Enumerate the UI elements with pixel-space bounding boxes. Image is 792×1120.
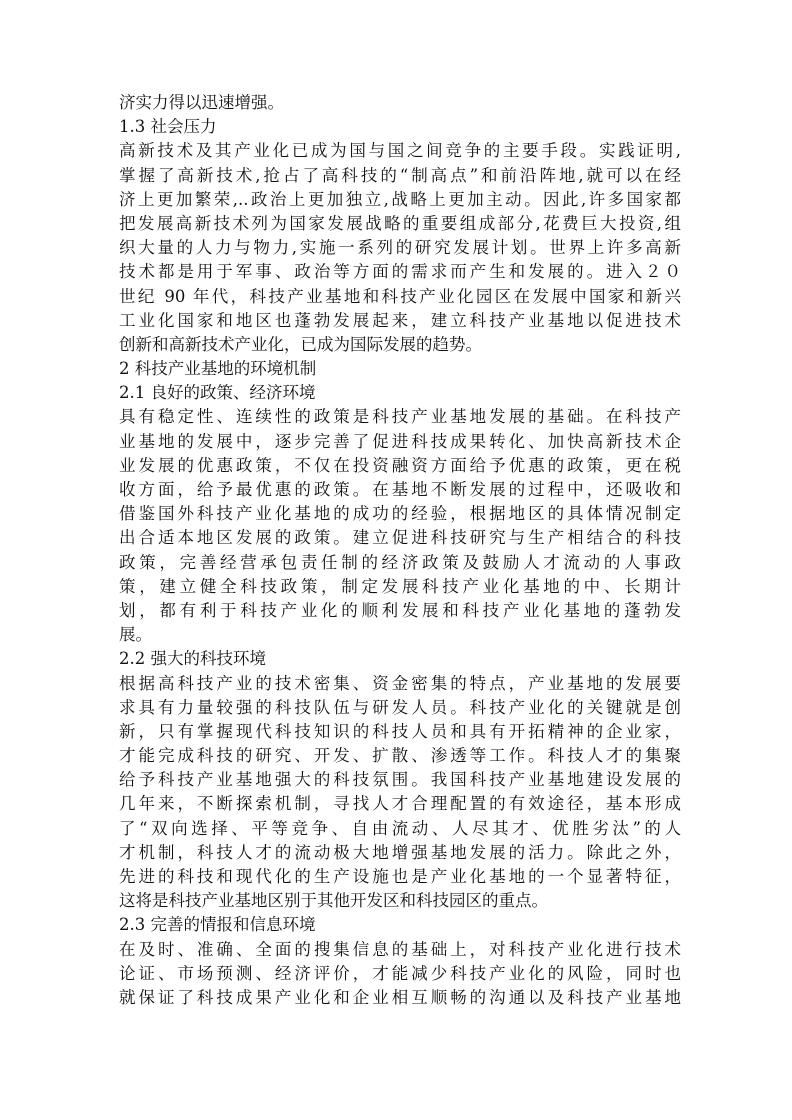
text-line: 求具有力量较强的科技队伍与研发人员。科技产业化的关键就是创 <box>119 697 681 717</box>
section-heading: 2.1 良好的政策、经济环境 <box>119 383 316 403</box>
section-heading: 2.3 完善的情报和信息环境 <box>119 915 316 935</box>
paragraph <box>119 405 681 647</box>
text-line: 在及时、准确、全面的搜集信息的基础上，对科技产业化进行技术 <box>119 939 681 959</box>
text-line: 业基地的发展中，逐步完善了促进科技成果转化、加快高新技术企 <box>119 431 681 451</box>
text-line: 工业化国家和地区也蓬勃发展起来，建立科技产业基地以促进技术 <box>119 310 681 330</box>
text-line: 借鉴国外科技产业化基地的成功的经验，根据地区的具体情况制定 <box>119 504 681 524</box>
text-line: 给予科技产业基地强大的科技氛围。我国科技产业基地建设发展的 <box>119 770 681 790</box>
text-line: 世纪 90 年代，科技产业基地和科技产业化园区在发展中国家和新兴 <box>119 286 681 306</box>
text-line: 这将是科技产业基地区别于其他开发区和科技园区的重点。 <box>119 891 548 911</box>
text-line: 具有稳定性、连续性的政策是科技产业基地发展的基础。在科技产 <box>119 407 681 427</box>
text-line: 出合适本地区发展的政策。建立促进科技研究与生产相结合的科技 <box>119 528 681 548</box>
text-line: 收方面，给予最优惠的政策。在基地不断发展的过程中，还吸收和 <box>119 480 681 499</box>
paragraph <box>119 91 681 115</box>
text-line: 论证、市场预测、经济评价，才能减少科技产业化的风险，同时也 <box>119 963 681 983</box>
text-line: 织大量的人力与物力,实施一系列的研究发展计划。世界上许多高新 <box>119 238 681 258</box>
section-heading: 2 科技产业基地的环境机制 <box>119 359 317 379</box>
text-line: 划，都有利于科技产业化的顺利发展和科技产业化基地的蓬勃发 <box>119 600 681 620</box>
text-line: 了“双向选择、平等竞争、自由流动、人尽其才、优胜劣汰”的人 <box>119 818 681 838</box>
text-line: 技术都是用于军事、政治等方面的需求而产生和发展的。进入２０ <box>119 262 681 282</box>
text-line: 创新和高新技术产业化，已成为国际发展的趋势。 <box>119 334 482 354</box>
document-body <box>119 91 681 1010</box>
text-line: 把发展高新技术列为国家发展战略的重要组成部分,花费巨大投资,组 <box>119 213 681 233</box>
text-line: 业发展的优惠政策，不仅在投资融资方面给予优惠的政策，更在税 <box>119 455 681 475</box>
text-line: 展。 <box>119 625 152 645</box>
text-line: 才机制，科技人才的流动极大地增强基地发展的活力。除此之外， <box>119 842 681 862</box>
text-line: 高新技术及其产业化已成为国与国之间竞争的主要手段。实践证明, <box>119 141 681 161</box>
text-line: 掌握了高新技术,抢占了高科技的“制高点”和前沿阵地,就可以在经 <box>119 165 681 185</box>
text-line: 先进的科技和现代化的生产设施也是产业化基地的一个显著特征， <box>119 867 681 886</box>
text-line: 根据高科技产业的技术密集、资金密集的特点，产业基地的发展要 <box>119 673 681 693</box>
text-line: 就保证了科技成果产业化和企业相互顺畅的沟通以及科技产业基地 <box>119 987 681 1007</box>
text-line: 才能完成科技的研究、开发、扩散、渗透等工作。科技人才的集聚 <box>119 746 681 766</box>
text-line: 政策，完善经营承包责任制的经济政策及鼓励人才流动的人事政 <box>119 552 681 572</box>
section-heading: 1.3 社会压力 <box>119 117 217 137</box>
paragraph <box>119 938 681 1011</box>
text-line: 新，只有掌握现代科技知识的科技人员和具有开拓精神的企业家， <box>119 721 681 741</box>
paragraph <box>119 672 681 914</box>
text-line: 济实力得以迅速增强。 <box>119 93 284 112</box>
section-heading: 2.2 强大的科技环境 <box>119 649 266 669</box>
text-line: 济上更加繁荣,..政治上更加独立,战略上更加主动。因此,许多国家都 <box>119 189 681 209</box>
text-line: 几年来，不断探索机制，寻找人才合理配置的有效途径，基本形成 <box>119 794 681 814</box>
paragraph <box>119 139 681 357</box>
text-line: 策，建立健全科技政策，制定发展科技产业化基地的中、长期计 <box>119 576 681 596</box>
